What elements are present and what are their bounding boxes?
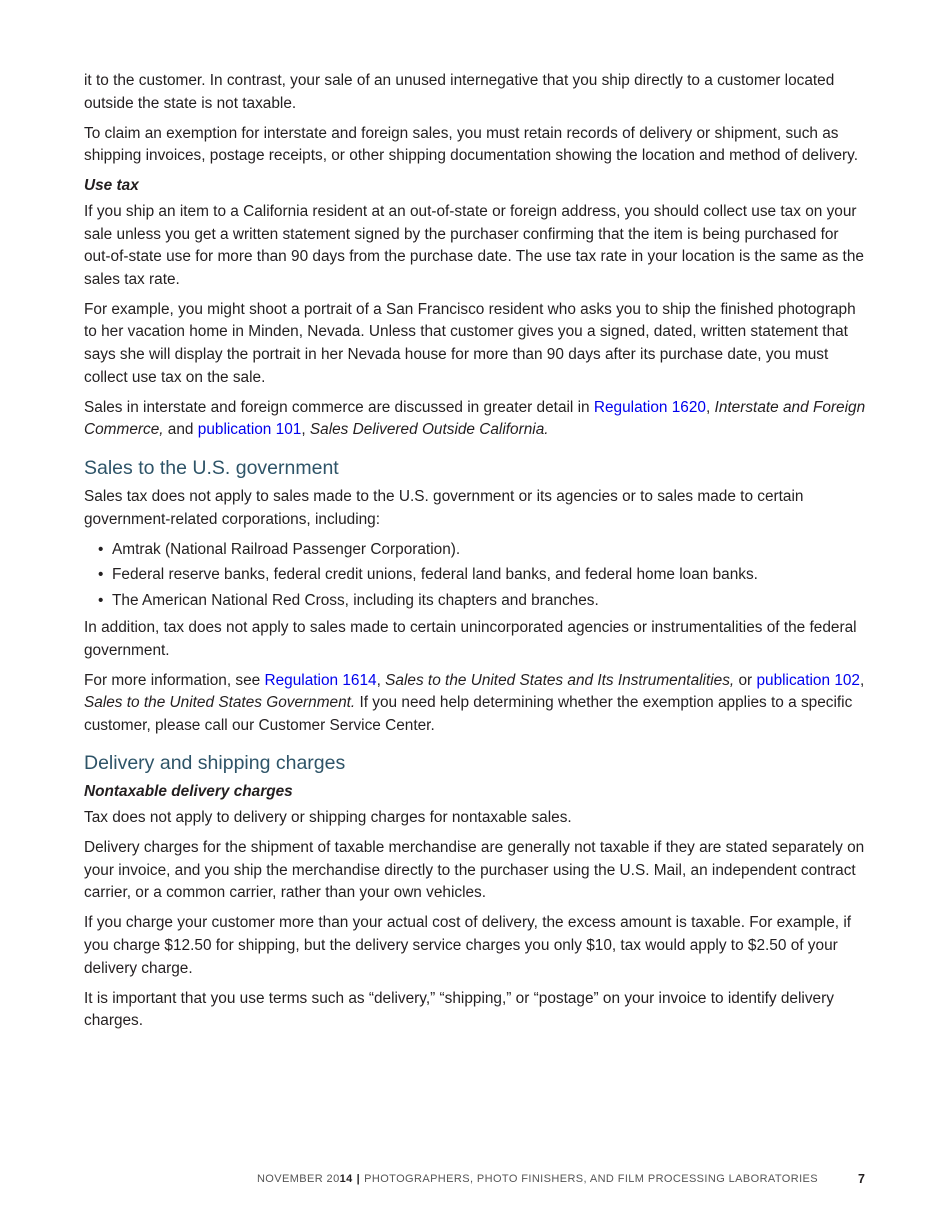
list-item — [84, 539, 868, 562]
title-italic: Sales Delivered Outside California. — [309, 421, 549, 439]
page-footer — [0, 1172, 950, 1188]
bullet-icon: • — [98, 592, 104, 610]
text: , — [860, 671, 865, 689]
bullet-icon: • — [98, 566, 104, 584]
list-item-text: Federal reserve banks, federal credit unions, federal land banks, and federal home loan banks. — [112, 566, 758, 584]
paragraph: If you ship an item to a California resident at an out-of-state or foreign address, you should collect use tax on your sale unless you get a written statement signed by the purchaser confirming that the item is being purchased for out-of-state use for more than 90 days from the purchase date. The use tax rate in your location is the same as the sales tax rate. — [84, 202, 864, 288]
paragraph-interstate-reference — [84, 397, 868, 442]
text: and — [163, 421, 198, 439]
text: , — [301, 421, 310, 439]
title-italic: Interstate and Foreign Commerce, — [84, 398, 866, 439]
page-number: 7 — [858, 1172, 866, 1186]
regulation-1620-link[interactable]: Regulation 1620 — [593, 398, 706, 416]
paragraph: it to the customer. In contrast, your sale of an unused internegative that you ship directly to a customer located outside the state is not taxable. — [84, 72, 835, 112]
list-item — [84, 590, 868, 613]
footer-year: 14 — [339, 1173, 353, 1185]
paragraph: Tax does not apply to delivery or shipping charges for nontaxable sales. — [84, 809, 572, 827]
text: , — [376, 671, 386, 689]
use-tax-subheading: Use tax — [84, 177, 139, 195]
list-item-text: The American National Red Cross, including its chapters and branches. — [112, 592, 599, 610]
footer-running-title — [257, 1173, 818, 1185]
section-heading-us-government: Sales to the U.S. government — [84, 456, 339, 479]
list-item-text: Amtrak (National Railroad Passenger Corporation). — [112, 540, 461, 558]
bullet-icon: • — [98, 540, 104, 558]
title-italic: Sales to the United States and Its Instrumentalities, — [385, 671, 735, 689]
publication-102-link[interactable]: publication 102 — [756, 671, 860, 689]
text: , — [705, 398, 715, 416]
text: For more information, see — [84, 671, 265, 689]
paragraph: To claim an exemption for interstate and foreign sales, you must retain records of delivery or shipment, such as shipping invoices, postage receipts, or other shipping documentation showing the location and method of delivery. — [84, 124, 858, 165]
title-italic: Sales to the United States Government. — [84, 694, 356, 712]
publication-101-link[interactable]: publication 101 — [197, 421, 302, 439]
nontaxable-delivery-subheading: Nontaxable delivery charges — [84, 783, 293, 801]
regulation-1614-link[interactable]: Regulation 1614 — [264, 671, 377, 689]
footer-date: NOVEMBER 20 — [256, 1173, 340, 1185]
paragraph: It is important that you use terms such as “delivery,” “shipping,” or “postage” on your invoice to identify delivery charges. — [84, 989, 834, 1030]
paragraph: Sales tax does not apply to sales made to the U.S. government or its agencies or to sales made to certain government-related corporations, including: — [84, 487, 804, 528]
page-content — [84, 70, 868, 1040]
paragraph: If you charge your customer more than your actual cost of delivery, the excess amount is taxable. For example, if you charge $12.50 for shipping, but the delivery service charges you only $10, tax would apply to $2.50 of your delivery charge. — [84, 914, 852, 977]
bullet-list — [84, 539, 868, 613]
footer-publication-title: PHOTOGRAPHERS, PHOTO FINISHERS, AND FILM PROCESSING LABORATORIES — [364, 1173, 818, 1185]
paragraph: For example, you might shoot a portrait of a San Francisco resident who asks you to ship the finished photograph to her vacation home in Minden, Nevada. Unless that customer gives you a signed, dated, written statement that says she will display the portrait in her Nevada house for more than 90 days after its purchase date, you must collect use tax on the sale. — [84, 300, 856, 386]
paragraph: In addition, tax does not apply to sales made to certain unincorporated agencies or instrumentalities of the federal government. — [84, 618, 857, 659]
footer-separator: | — [356, 1173, 361, 1185]
list-item — [84, 564, 868, 587]
paragraph: Delivery charges for the shipment of taxable merchandise are generally not taxable if they are stated separately on your invoice, and you ship the merchandise directly to the purchaser using the U.S. Mail, an independent contract carrier, or a common carrier, rather than your own vehicles. — [84, 839, 865, 902]
paragraph-more-info — [84, 670, 868, 738]
text: Sales in interstate and foreign commerce are discussed in greater detail in — [84, 398, 594, 416]
section-heading-delivery: Delivery and shipping charges — [84, 752, 346, 775]
text: If you need help determining whether the exemption applies to a specific customer, please call our Customer Service Center. — [84, 694, 853, 734]
text: or — [734, 671, 757, 689]
